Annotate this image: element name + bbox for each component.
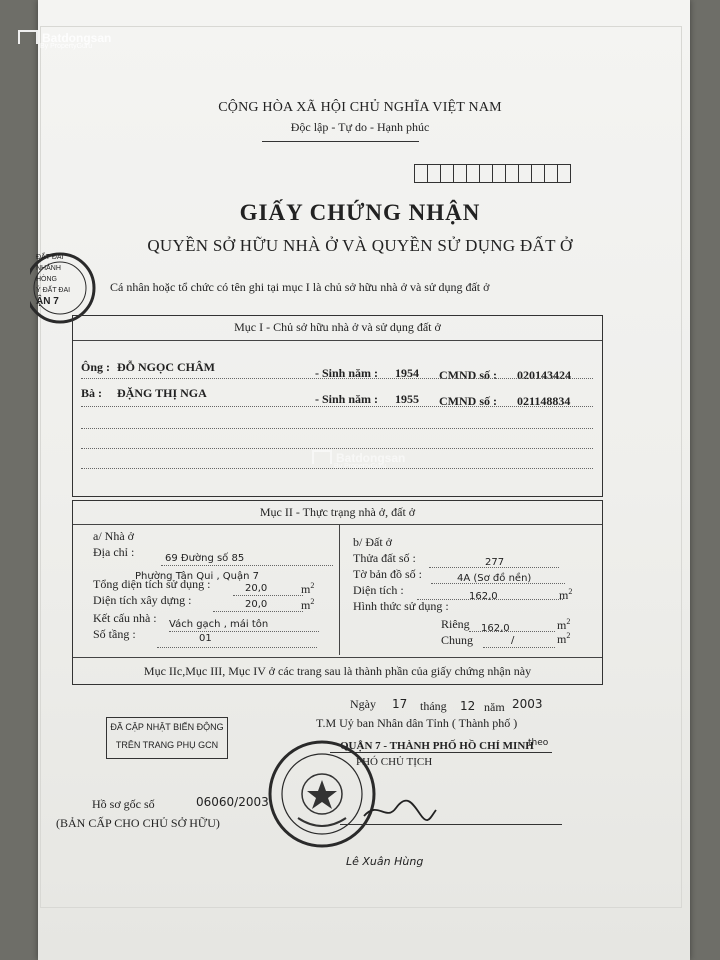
total-area-unit: $m^2$ xyxy=(301,581,315,596)
use-label: Hình thức sử dụng : xyxy=(353,599,449,613)
seal-line: ẬN 7 xyxy=(36,296,59,307)
nation-header: CỘNG HÒA XÃ HỘI CHỦ NGHĨA VIỆT NAM xyxy=(218,100,502,115)
house-logo-icon xyxy=(18,30,38,44)
private-label: Riêng xyxy=(441,617,470,631)
section-muc-1 xyxy=(72,315,603,497)
record-issued-to: (BẢN CẤP CHO CHỦ SỞ HỮU) xyxy=(56,816,220,830)
house-heading: a/ Nhà ở xyxy=(93,529,134,543)
stamp-box-line-2: TRÊN TRANG PHỤ GCN xyxy=(115,740,219,750)
owner-2-birth-label: - Sinh năm : xyxy=(315,392,379,406)
date-month-label: tháng xyxy=(420,699,447,713)
land-heading: b/ Đất ở xyxy=(353,535,393,549)
authority-title: PHÓ CHỦ TỊCH xyxy=(356,756,433,768)
authority-line-2: QUẬN 7 - THÀNH PHỐ HỒ CHÍ MINH xyxy=(340,740,534,752)
owner-2-birth: 1955 xyxy=(395,392,419,406)
shared-label: Chung xyxy=(441,633,474,647)
document-subtitle: QUYỀN SỞ HỮU NHÀ Ở VÀ QUYỀN SỬ DỤNG ĐẤT Ở xyxy=(147,236,573,255)
watermark-brand: Batdongsan xyxy=(42,31,112,45)
build-area-unit: $m^2$ xyxy=(301,597,315,612)
section-muc-2 xyxy=(72,500,603,685)
address-line-1: 69 Đường số 85 xyxy=(165,553,245,564)
total-area-value: 20,0 xyxy=(245,583,268,594)
sign-line xyxy=(340,824,562,825)
build-area-label: Diện tích xây dựng : xyxy=(93,593,192,607)
stamp-box-line-1: ĐÃ CẬP NHẬT BIẾN ĐỘNG xyxy=(110,722,224,732)
owner-1-birth-label: - Sinh năm : xyxy=(315,366,379,380)
plot-value: 277 xyxy=(485,557,505,568)
authority-line-1: T.M Uỷ ban Nhân dân Tỉnh ( Thành phố ) xyxy=(316,716,518,730)
date-day-label: Ngày xyxy=(350,697,376,711)
map-value: 4A (Sơ đồ nền) xyxy=(457,573,532,584)
owner-2-name: ĐẶNG THỊ NGA xyxy=(117,386,207,400)
date-year: 2003 xyxy=(512,697,543,711)
seal-line: ĐẤT ĐAI xyxy=(36,254,64,261)
section-2-title: Mục II - Thực trạng nhà ở, đất ở xyxy=(259,505,416,519)
structure-value: Vách gạch , mái tôn xyxy=(169,619,269,630)
total-area-label: Tổng diện tích sử dụng : xyxy=(93,577,211,591)
authority-note: theo xyxy=(528,738,549,748)
watermark-top xyxy=(18,28,111,50)
date-day: 17 xyxy=(392,697,408,711)
shared-value: / xyxy=(511,635,515,646)
owner-1-id-label: CMND số : xyxy=(439,368,497,382)
motto: Độc lập - Tự do - Hạnh phúc xyxy=(290,120,430,134)
address-label: Địa chỉ : xyxy=(93,545,135,559)
signer-name: Lê Xuân Hùng xyxy=(346,855,424,868)
document-title: GIẤY CHỨNG NHẬN xyxy=(239,200,481,225)
owner-2-id-label: CMND số : xyxy=(439,394,497,408)
official-round-seal xyxy=(262,740,382,850)
record-label: Hồ sơ gốc số xyxy=(92,797,155,811)
private-value: 162,0 xyxy=(481,623,510,634)
structure-label: Kết cấu nhà : xyxy=(93,611,157,625)
private-unit: $m^2$ xyxy=(557,617,571,632)
land-area-value: 162,0 xyxy=(469,591,498,602)
owner-2-prefix: Bà : xyxy=(81,386,102,400)
land-area-unit: $m^2$ xyxy=(559,587,573,602)
owner-1-prefix: Ông : xyxy=(81,360,111,374)
seal-line: NHÁNH xyxy=(36,265,61,272)
owner-1-name: ĐỖ NGỌC CHÂM xyxy=(117,360,215,374)
date-year-label: năm xyxy=(484,700,505,714)
watermark-sub: By PropertyGuru xyxy=(40,43,93,50)
date-month: 12 xyxy=(460,699,476,713)
column-divider xyxy=(339,525,340,655)
plot-label: Thửa đất số : xyxy=(353,551,416,565)
owner-1-id: 020143424 xyxy=(517,368,571,382)
floors-value: 01 xyxy=(199,633,212,644)
motto-underline xyxy=(262,141,419,142)
record-number: 06060/2003 xyxy=(196,795,269,809)
map-label: Tờ bản đồ số : xyxy=(353,567,423,581)
land-area-label: Diện tích : xyxy=(353,583,404,597)
continuation-note: Mục IIc,Mục III, Mục IV ở các trang sau là thành phần của giấy chứng nhận này xyxy=(143,664,532,678)
update-stamp-box xyxy=(106,717,228,759)
section-1-title: Mục I - Chủ sở hữu nhà ở và sử dụng đất ở xyxy=(234,320,441,334)
build-area-value: 20,0 xyxy=(245,599,268,610)
address-line-2: Phường Tân Qui , Quận 7 xyxy=(135,571,260,582)
serial-boxes xyxy=(415,164,571,183)
seal-line: HÒNG xyxy=(36,276,57,283)
seal-line: Ý ĐẤT ĐAI xyxy=(36,287,71,294)
owner-1-birth: 1954 xyxy=(395,366,419,380)
shared-unit: $m^2$ xyxy=(557,631,571,646)
left-seal-text xyxy=(36,252,70,307)
owner-2-id: 021148834 xyxy=(517,394,571,408)
floors-label: Số tầng : xyxy=(93,627,136,641)
intro-text: Cá nhân hoặc tổ chức có tên ghi tại mục I là chủ sở hữu nhà ở và sử dụng đất ở xyxy=(110,280,490,294)
watermark-brand: Batdongsan xyxy=(336,451,406,465)
watermark-sub: By PropertyGuru xyxy=(334,463,387,470)
signature-mark xyxy=(360,796,440,826)
